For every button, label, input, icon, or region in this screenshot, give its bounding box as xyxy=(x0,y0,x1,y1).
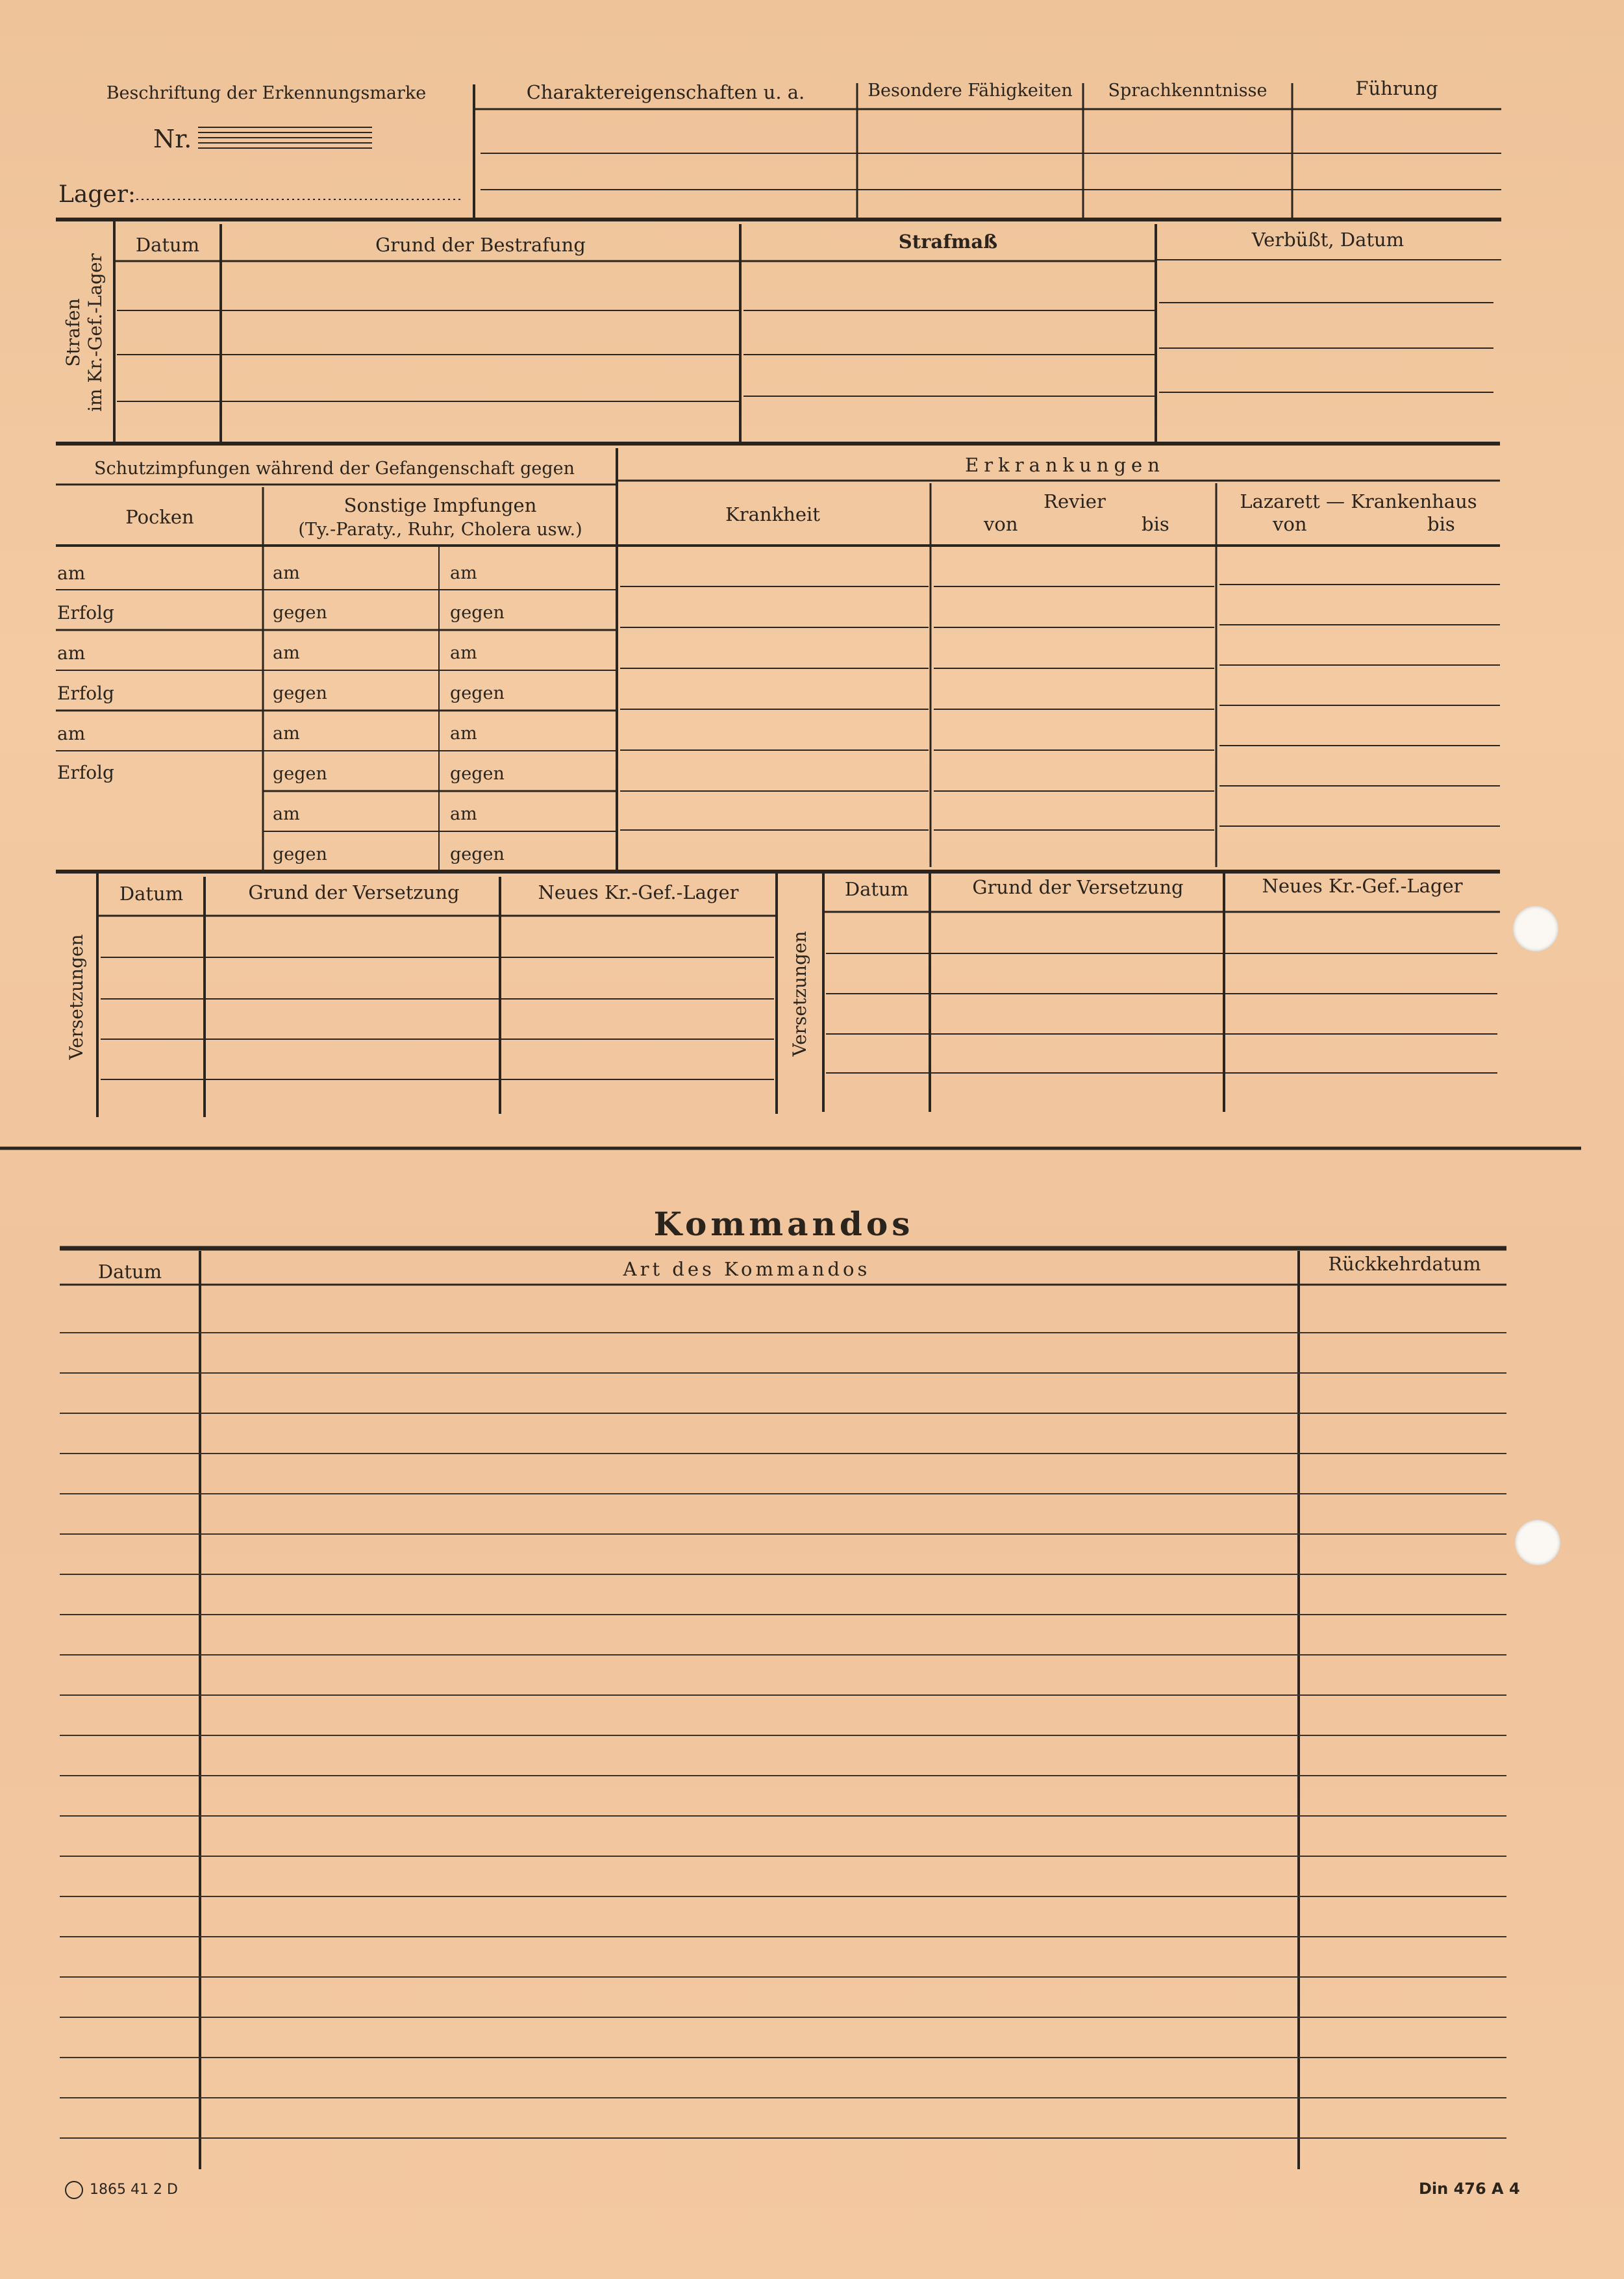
impf-am: am xyxy=(450,804,477,824)
impf-gegen: gegen xyxy=(450,764,505,784)
col-sprachkenntnisse: Sprachkenntnisse xyxy=(1108,81,1268,101)
impf-row-label: am xyxy=(57,723,86,744)
impfungen-title: Schutzimpfungen während der Gefangenschaft gegen xyxy=(94,459,575,479)
impf-row-label: Erfolg xyxy=(57,762,114,783)
vers-right-col-lager: Neues Kr.-Gef.-Lager xyxy=(1262,875,1463,897)
strafen-side-label-2: im Kr.-Gef.-Lager xyxy=(84,253,106,412)
impf-am: am xyxy=(450,563,477,583)
footer-din: Din 476 A 4 xyxy=(1419,2180,1520,2198)
col-charaktereigenschaften: Charaktereigenschaften u. a. xyxy=(526,81,805,103)
vers-left-col-datum: Datum xyxy=(119,883,184,905)
impf-am: am xyxy=(450,724,477,744)
impf-row-label: Erfolg xyxy=(57,602,114,623)
col-revier: Revier xyxy=(1043,490,1106,512)
impf-am: am xyxy=(273,724,300,744)
impf-gegen: gegen xyxy=(450,683,505,703)
footer-print-code xyxy=(65,2181,178,2199)
impf-gegen: gegen xyxy=(273,764,327,784)
col-krankheit: Krankheit xyxy=(725,503,820,525)
versetzungen-side-label-right: Versetzungen xyxy=(789,931,810,1057)
printer-mark-icon xyxy=(65,2181,83,2199)
pocken-label: Pocken xyxy=(125,506,194,528)
strafen-col-datum: Datum xyxy=(135,234,200,256)
sonstige-impfungen-label: Sonstige Impfungen xyxy=(344,494,537,516)
strafen-col-verbuesst: Verbüßt, Datum xyxy=(1251,229,1405,251)
lazarett-bis: bis xyxy=(1427,513,1455,535)
kommandos-col-datum: Datum xyxy=(97,1261,162,1283)
impf-gegen: gegen xyxy=(273,603,327,623)
kommandos-title: Kommandos xyxy=(653,1205,914,1243)
impf-am: am xyxy=(273,804,300,824)
impf-am: am xyxy=(273,643,300,663)
impf-row-label: am xyxy=(57,562,86,584)
strafen-col-strafmass: Strafmaß xyxy=(898,231,998,253)
strafen-col-grund: Grund der Bestrafung xyxy=(375,234,586,256)
impf-gegen: gegen xyxy=(450,844,505,864)
impf-am: am xyxy=(273,563,300,583)
vers-left-col-grund: Grund der Versetzung xyxy=(248,881,460,903)
lazarett-von: von xyxy=(1273,513,1307,535)
strafen-side-label: Strafen xyxy=(62,298,84,367)
revier-bis: bis xyxy=(1142,513,1169,535)
print-code-text: 1865 41 2 D xyxy=(90,2182,178,2198)
impf-gegen: gegen xyxy=(273,844,327,864)
vers-right-col-grund: Grund der Versetzung xyxy=(972,876,1184,898)
vers-right-col-datum: Datum xyxy=(844,878,909,900)
kommandos-col-rueckkehrdatum: Rückkehrdatum xyxy=(1328,1253,1481,1275)
impf-row-label: am xyxy=(57,642,86,664)
erkrankungen-title: Erkrankungen xyxy=(965,454,1165,476)
vers-left-col-lager: Neues Kr.-Gef.-Lager xyxy=(538,881,739,903)
erkennungsmarke-label: Beschriftung der Erkennungsmarke xyxy=(106,83,427,103)
punch-hole xyxy=(1513,906,1558,951)
impf-gegen: gegen xyxy=(273,683,327,703)
col-besondere-faehigkeiten: Besondere Fähigkeiten xyxy=(868,81,1073,101)
punch-hole xyxy=(1515,1520,1560,1565)
impf-am: am xyxy=(450,643,477,663)
col-fuehrung: Führung xyxy=(1355,77,1438,99)
impf-gegen: gegen xyxy=(450,603,505,623)
nr-label: Nr. xyxy=(153,125,192,153)
versetzungen-side-label-left: Versetzungen xyxy=(66,934,87,1060)
sonstige-impfungen-sub: (Ty.-Paraty., Ruhr, Cholera usw.) xyxy=(298,520,582,540)
lager-label: Lager: xyxy=(58,181,136,208)
impf-row-label: Erfolg xyxy=(57,683,114,704)
revier-von: von xyxy=(984,513,1018,535)
col-lazarett: Lazarett — Krankenhaus xyxy=(1240,490,1477,512)
kommandos-col-art: Art des Kommandos xyxy=(623,1258,871,1280)
